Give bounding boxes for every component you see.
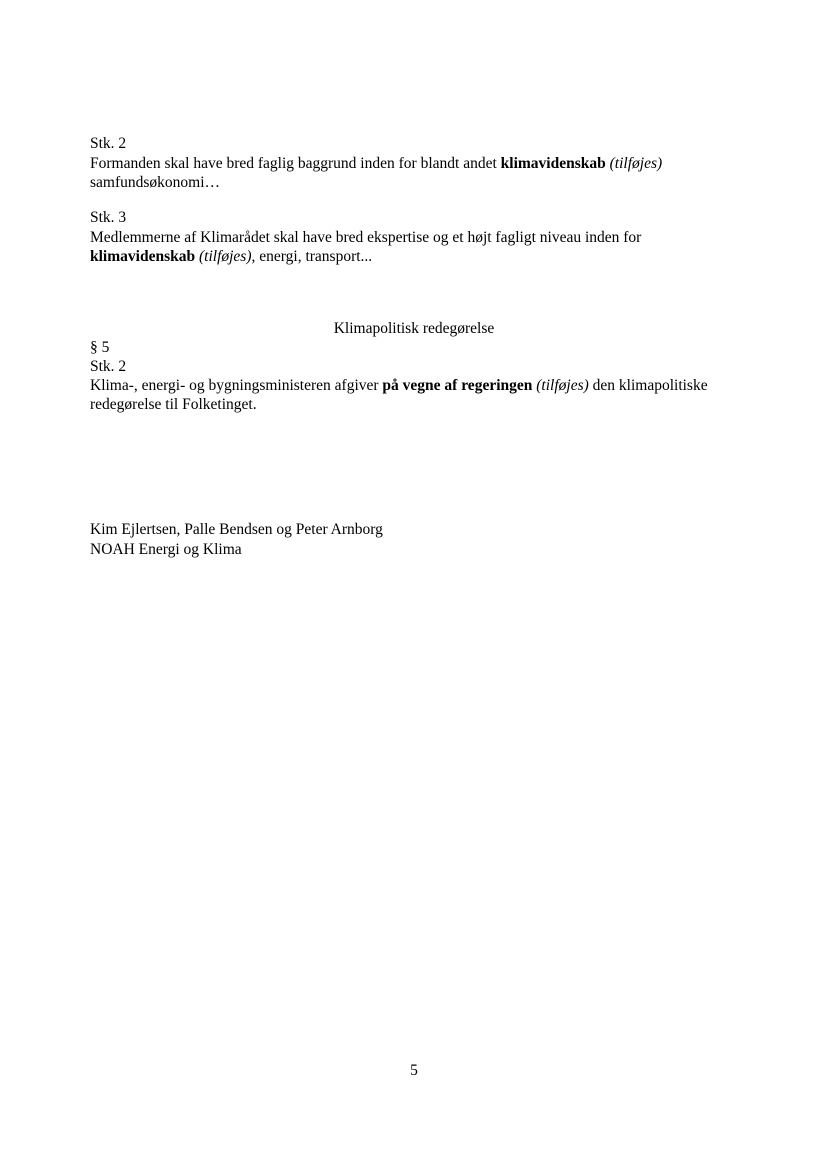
signature-names: Kim Ejlertsen, Palle Bendsen og Peter Arnborg (90, 521, 383, 538)
paragraph-number: § 5 (90, 339, 110, 356)
stk2-text: Formanden skal have bred faglig baggrund inden for blandt andet (90, 155, 501, 172)
stk2-line-1 (90, 154, 662, 174)
redegorelse-line-2: redegørelse til Folketinget. (90, 396, 257, 413)
signature-organization: NOAH Energi og Klima (90, 541, 242, 558)
stk2-line-2: samfundsøkonomi… (90, 174, 221, 191)
page-number: 5 (410, 1062, 418, 1079)
stk3-bold-term: klimavidenskab (90, 248, 196, 265)
section-title: Klimapolitisk redegørelse (333, 320, 495, 337)
stk3-italic-note: (tilføjes) (198, 248, 252, 265)
redegorelse-line-1 (90, 376, 708, 396)
stk3-text-rest: , energi, transport... (251, 248, 373, 265)
stk3-line-2 (90, 247, 372, 267)
redegorelse-italic-note: (tilføjes) (536, 377, 589, 394)
redegorelse-bold-term: på vegne af regeringen (382, 377, 533, 394)
redegorelse-text-rest: den klimapolitiske (588, 377, 708, 394)
stk3-line-1: Medlemmerne af Klimarådet skal have bred ekspertise og et højt fagligt niveau inden for (90, 229, 642, 246)
stk2-heading: Stk. 2 (90, 135, 127, 152)
stk3-heading: Stk. 3 (90, 209, 127, 226)
redegorelse-text: Klima-, energi- og bygningsministeren afgiver (90, 377, 383, 394)
redegorelse-stk-heading: Stk. 2 (90, 358, 127, 375)
stk2-italic-note: (tilføjes) (609, 155, 663, 172)
stk2-bold-term: klimavidenskab (500, 155, 606, 172)
